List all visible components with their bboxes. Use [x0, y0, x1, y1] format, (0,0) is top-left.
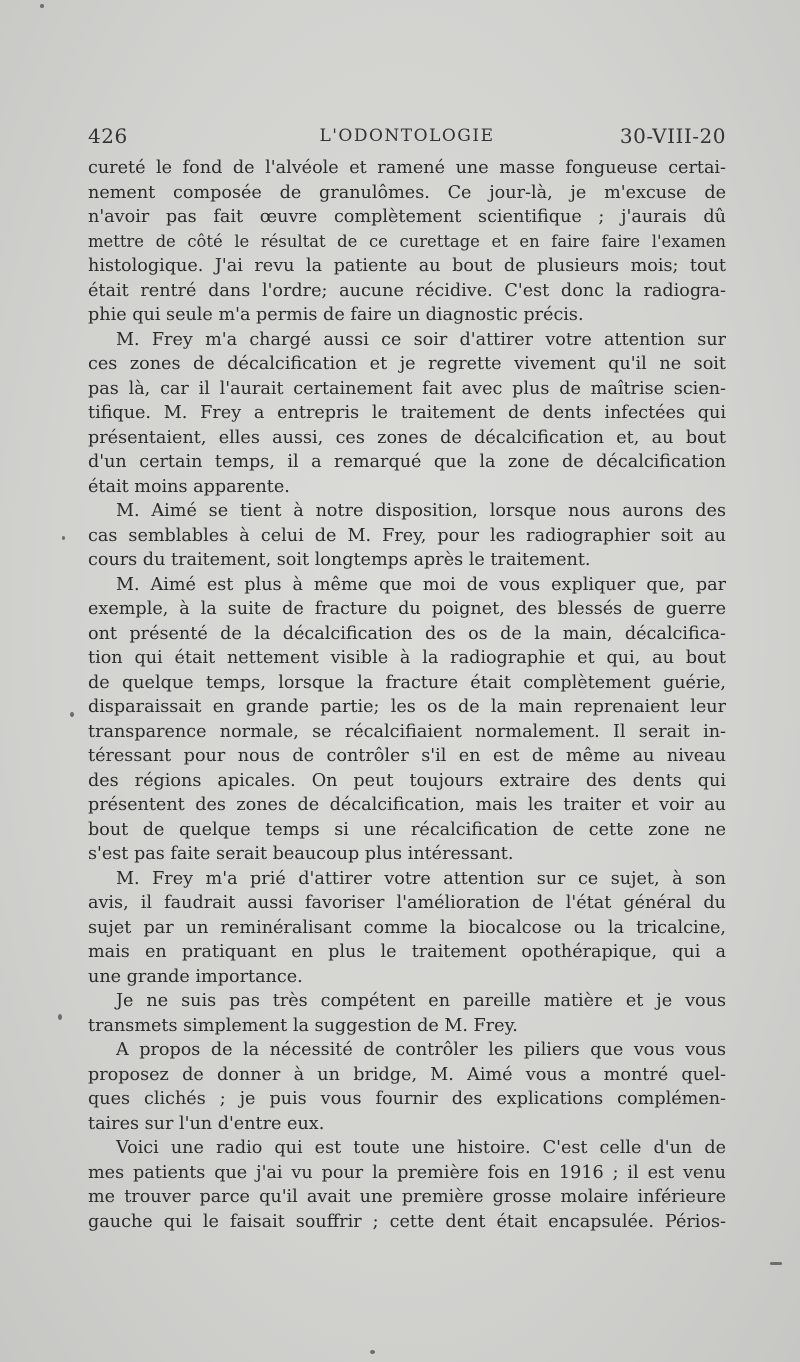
text-line: mes patients que j'ai vu pour la première fois en 1916 ; il est venu: [88, 1162, 726, 1183]
text-line: bout de quelque temps si une récalcification de cette zone ne: [88, 819, 726, 840]
text-line: était rentré dans l'ordre; aucune récidive. C'est donc la radiogra-: [88, 280, 726, 301]
text-line: téressant pour nous de contrôler s'il en est de même au niveau: [88, 746, 726, 766]
text-line: présentent des zones de décalcification, mais les traiter et voir au: [88, 795, 726, 815]
paper-speck: [770, 1262, 782, 1265]
text-line: des régions apicales. On peut toujours extraire des dents qui: [88, 770, 726, 791]
text-line: d'un certain temps, il a remarqué que la zone de décalcification: [88, 452, 726, 472]
text-line: gauche qui le faisait souffrir ; cette dent était encapsulée. Périos-: [88, 1211, 726, 1232]
text-line: une grande importance.: [88, 966, 303, 987]
text-line: histologique. J'ai revu la patiente au bout de plusieurs mois; tout: [88, 256, 726, 276]
issue-date: 30-VIII-20: [619, 124, 726, 148]
text-line: cureté le fond de l'alvéole et ramené une masse fongueuse certai-: [88, 158, 726, 178]
text-line: disparaissait en grande partie; les os de la main reprenaient leur: [88, 697, 726, 717]
text-line: proposez de donner à un bridge, M. Aimé vous a montré quel-: [88, 1064, 726, 1085]
book-page: [88, 124, 726, 1234]
text-line: nement composée de granulômes. Ce jour-là, je m'excuse de: [88, 182, 726, 203]
text-line: M. Aimé est plus à même que moi de vous expliquer que, par: [116, 574, 726, 595]
text-line: était moins apparente.: [88, 476, 290, 497]
journal-title: L'ODONTOLOGIE: [319, 126, 495, 146]
text-line: tion qui était nettement visible à la radiographie et qui, au bout: [88, 648, 726, 668]
running-header: [88, 124, 726, 154]
text-line: présentaient, elles aussi, ces zones de décalcification et, au bout: [88, 427, 726, 448]
text-line: M. Aimé se tient à notre disposition, lorsque nous aurons des: [116, 501, 726, 521]
text-line: Je ne suis pas très compétent en pareille matière et je vous: [116, 991, 726, 1011]
text-line: transmets simplement la suggestion de M. Frey.: [88, 1015, 518, 1036]
text-line: s'est pas faite serait beaucoup plus intéressant.: [88, 844, 514, 864]
text-line: mais en pratiquant en plus le traitement opothérapique, qui a: [88, 942, 726, 962]
text-line: pas là, car il l'aurait certainement fait avec plus de maîtrise scien-: [88, 378, 726, 399]
text-line: Voici une radio qui est toute une histoire. C'est celle d'un de: [116, 1138, 726, 1158]
text-line: M. Frey m'a chargé aussi ce soir d'attirer votre attention sur: [116, 329, 726, 350]
page-number: 426: [88, 124, 128, 148]
text-line: mettre de côté le résultat de ce curettage et en faire faire l'examen: [88, 231, 726, 251]
text-line: avis, il faudrait aussi favoriser l'amélioration de l'état général du: [88, 893, 726, 913]
text-line: ces zones de décalcification et je regrette vivement qu'il ne soit: [88, 354, 726, 374]
text-line: tifique. M. Frey a entrepris le traitement de dents infectées qui: [88, 403, 726, 423]
paper-speck: [40, 4, 44, 8]
text-line: n'avoir pas fait œuvre complètement scientifique ; j'aurais dû: [88, 207, 726, 227]
text-line: cours du traitement, soit longtemps après le traitement.: [88, 550, 591, 570]
text-line: A propos de la nécessité de contrôler les piliers que vous vous: [116, 1040, 726, 1060]
text-line: exemple, à la suite de fracture du poignet, des blessés de guerre: [88, 599, 726, 619]
paper-speck: [62, 536, 65, 540]
text-line: sujet par un reminéralisant comme la biocalcose ou la tricalcine,: [88, 917, 726, 938]
text-line: ont présenté de la décalcification des os de la main, décalcifica-: [88, 623, 726, 644]
text-line: cas semblables à celui de M. Frey, pour les radiographier soit au: [88, 525, 726, 546]
paper-speck: [370, 1350, 375, 1354]
text-line: phie qui seule m'a permis de faire un diagnostic précis.: [88, 305, 584, 325]
paper-speck: [70, 712, 74, 717]
text-line: me trouver parce qu'il avait une première grosse molaire inférieure: [88, 1187, 726, 1207]
paper-speck: [58, 1014, 62, 1020]
text-line: ques clichés ; je puis vous fournir des explications complémen-: [88, 1089, 726, 1109]
text-line: de quelque temps, lorsque la fracture était complètement guérie,: [88, 672, 726, 693]
body-text: [88, 156, 726, 1234]
text-line: M. Frey m'a prié d'attirer votre attention sur ce sujet, à son: [116, 868, 726, 889]
text-line: transparence normale, se récalcifiaient normalement. Il serait in-: [88, 721, 726, 742]
text-line: taires sur l'un d'entre eux.: [88, 1113, 325, 1134]
